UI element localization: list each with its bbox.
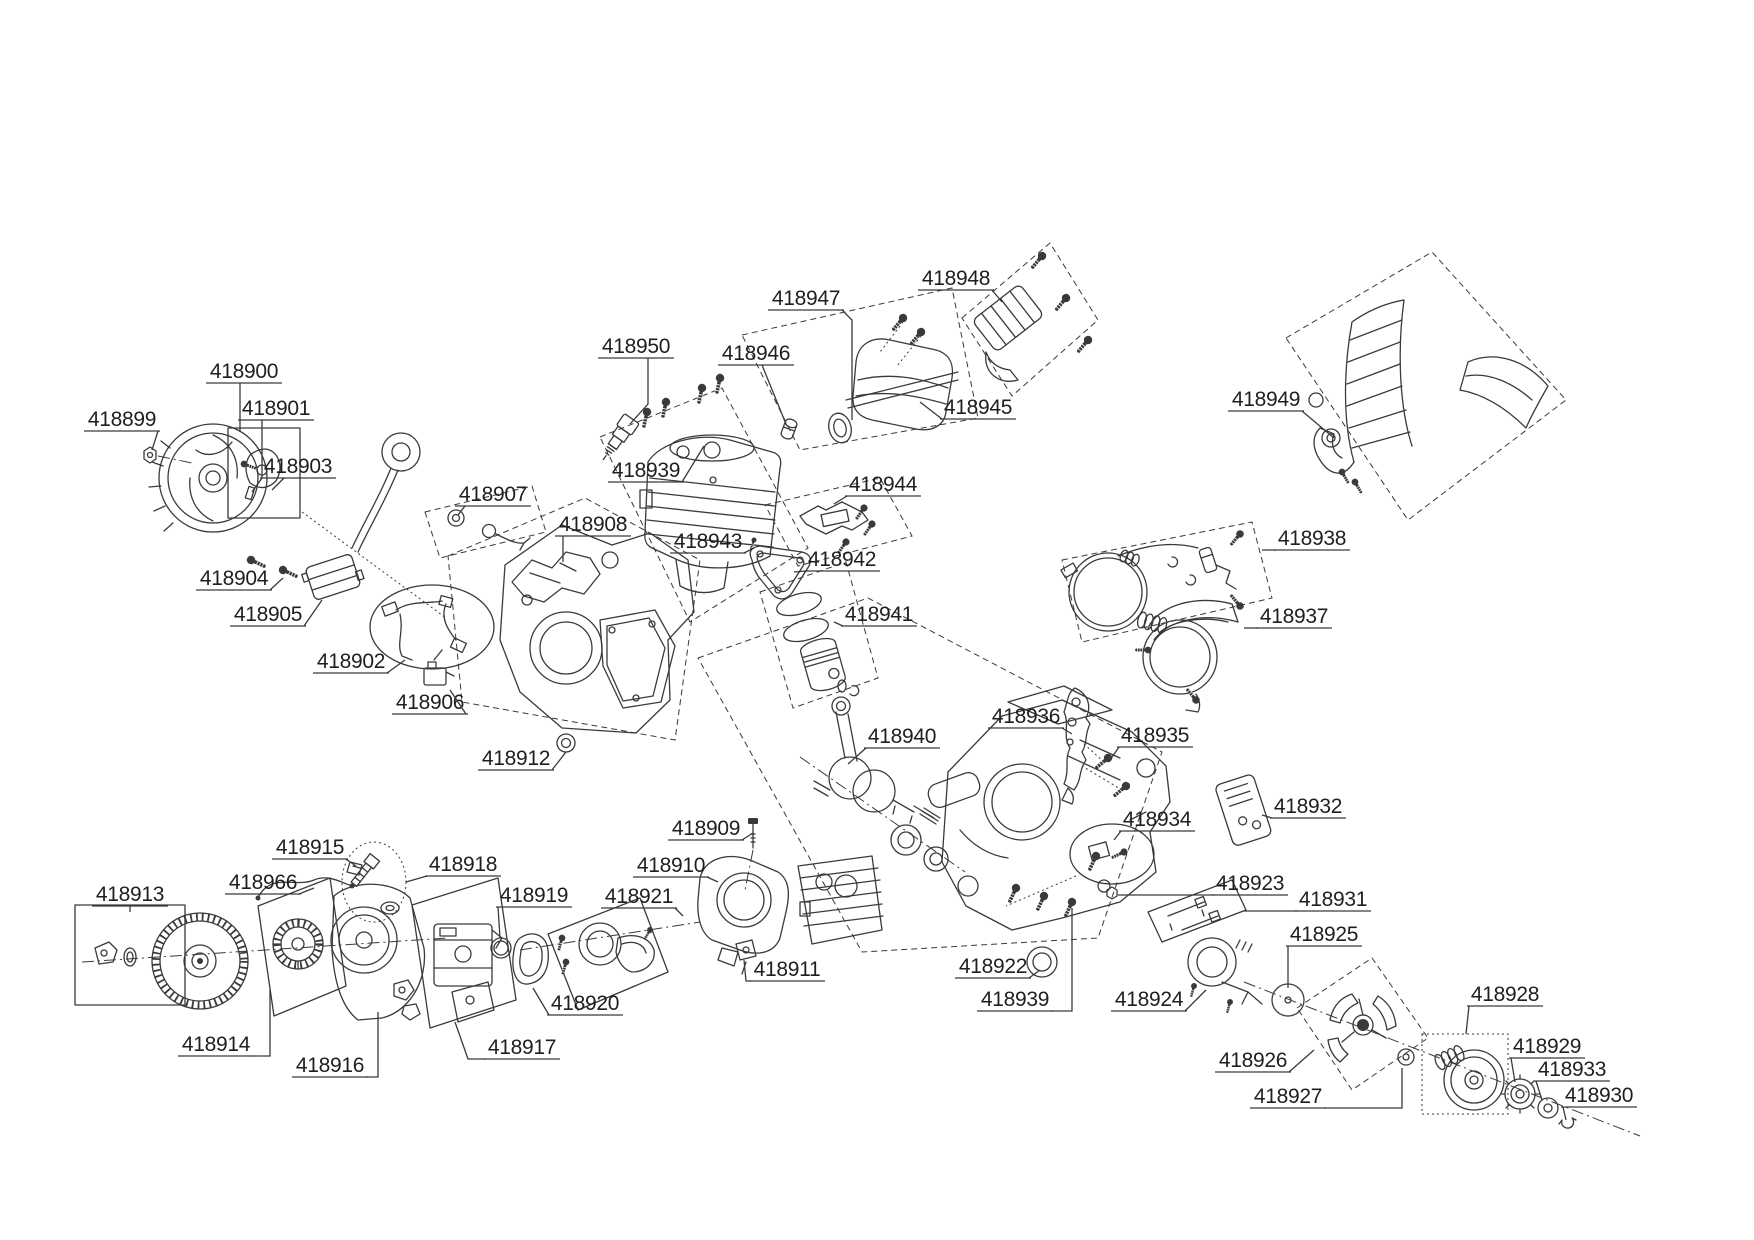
part-label-418926 [1215,1049,1314,1072]
leader-line [252,420,262,492]
part-label-418918 [406,853,501,882]
leader-line [744,548,754,553]
part-number-text: 418930 [1564,1084,1634,1107]
leader-line [1466,1006,1469,1034]
part-label-418940 [848,725,940,764]
leader-line [682,446,704,482]
part-number-text: 418927 [1253,1085,1323,1108]
leader-line [1062,728,1072,734]
crankshaft-drawing [800,697,965,872]
cylinder-top-drawing [600,373,808,622]
part-number-text: 418939 [980,988,1050,1011]
part-number-text: 418933 [1537,1058,1607,1081]
part-label-418937 [1244,605,1332,628]
leader-line [1302,411,1334,438]
leader-line [675,908,683,916]
leader-line [366,1012,378,1077]
part-label-418912 [478,747,566,770]
part-label-418935 [1110,724,1193,760]
part-number-text: 418937 [1259,605,1329,628]
part-label-418943 [670,530,754,553]
part-number-text: 418935 [1120,724,1190,747]
muffler-drawing [742,288,978,450]
piston-kit-drawing [760,562,878,708]
part-number-text: 418948 [921,267,991,290]
part-number-text: 418942 [807,548,877,571]
leader-line [152,431,158,450]
part-number-text: 418906 [395,691,465,714]
leader-line [1051,908,1072,1011]
part-number-text: 418950 [601,335,671,358]
airbox-cylinder-drawing [698,818,883,974]
leader-line [272,478,284,490]
part-number-text: 418940 [867,725,937,748]
part-label-418928 [1466,983,1543,1034]
part-number-text: 418925 [1289,923,1359,946]
part-label-418936 [988,705,1072,734]
part-label-418915 [272,836,356,866]
cable-kit-drawing [1061,522,1272,642]
part-number-text: 418934 [1122,808,1192,831]
part-number-text: 418900 [209,360,279,383]
part-label-418906 [392,690,468,714]
part-number-text: 418921 [604,885,674,908]
spark-arrestor-kit-drawing [962,243,1098,396]
part-number-text: 418913 [95,883,165,906]
part-label-418907 [455,483,531,515]
part-number-text: 418912 [481,747,551,770]
part-number-text: 418911 [753,958,821,981]
part-number-text: 418908 [558,513,628,536]
part-label-418946 [718,342,794,424]
part-number-text: 418926 [1218,1049,1288,1072]
part-number-text: 418922 [958,955,1028,978]
leader-line [552,752,566,770]
part-number-text: 418905 [233,603,303,626]
oil-pump-drawing [1188,938,1262,1014]
right-crankcase-drawing [698,598,1170,977]
part-number-text: 418932 [1273,795,1343,818]
part-number-text: 418909 [671,817,741,840]
part-number-text: 418907 [458,483,528,506]
part-number-text: 418902 [316,650,386,673]
part-label-418916 [292,1012,378,1077]
clutch-drawing [1272,958,1428,1090]
leader-line [762,365,786,424]
leader-line [1324,1068,1402,1108]
part-number-text: 418946 [721,342,791,365]
part-number-text: 418919 [499,884,569,907]
rear-handle-drawing [1135,593,1245,712]
part-number-text: 418944 [848,473,918,496]
leader-line [742,833,753,840]
top-handle-drawing [1286,252,1566,520]
part-number-text: 418931 [1298,888,1368,911]
part-number-text: 418941 [844,603,914,626]
part-label-418899 [84,408,160,450]
part-label-418930 [1561,1084,1637,1120]
part-number-text: 418936 [991,705,1061,728]
leader-line [304,600,322,626]
leader-line [498,907,500,938]
part-number-text: 418938 [1277,527,1347,550]
leader-line [270,578,283,590]
part-label-418942 [794,548,880,572]
part-number-text: 418903 [263,455,333,478]
part-label-418938 [1262,527,1350,550]
leader-line [920,402,942,419]
part-label-418905 [230,600,322,626]
part-label-418919 [496,884,572,938]
part-label-418941 [834,603,917,626]
part-number-text: 418943 [673,530,743,553]
leader-line [834,622,843,626]
part-number-text: 418910 [636,854,706,877]
part-label-418925 [1286,923,1362,988]
leader-line [406,876,427,882]
leader-line [794,571,806,572]
side-parts-drawing [1006,773,1272,942]
part-label-418917 [455,1022,560,1059]
part-number-text: 418920 [550,992,620,1015]
part-label-418948 [918,267,1002,302]
part-number-text: 418929 [1512,1035,1582,1058]
starter-drawing [75,842,448,1020]
leader-line [1185,990,1206,1011]
leader-line [455,1022,486,1059]
part-label-418909 [668,817,753,840]
leader-line [1511,1058,1515,1082]
part-label-418927 [1250,1068,1402,1108]
part-label-418911 [744,958,825,981]
part-label-418904 [196,567,283,590]
part-number-text: 418939 [611,459,681,482]
part-number-text: 418928 [1470,983,1540,1006]
leader-line [842,310,852,420]
leader-line [707,877,718,882]
leader-line [533,988,549,1015]
part-number-text: 418916 [295,1054,365,1077]
part-label-418913 [92,883,168,912]
part-label-418934 [1114,808,1195,840]
part-number-text: 418904 [199,567,269,590]
leader-line [1289,1050,1314,1072]
flywheel-ignition-drawing [144,424,446,618]
part-number-text: 418914 [181,1033,251,1056]
part-label-418945 [920,396,1016,419]
part-number-text: 418918 [428,853,498,876]
part-label-418902 [313,650,405,673]
leader-line [252,990,270,1056]
part-label-418944 [834,473,921,504]
part-number-text: 418924 [1114,988,1184,1011]
part-label-418921 [601,885,683,916]
leader-line [1114,831,1121,840]
part-number-text: 418923 [1215,872,1285,895]
part-number-text: 418901 [241,397,311,420]
part-number-text: 418899 [87,408,157,431]
leader-line [1563,1107,1566,1120]
part-label-418900 [206,360,282,432]
part-number-text: 418945 [943,396,1013,419]
part-number-text: 418915 [275,836,345,859]
part-number-text: 418949 [1231,388,1301,411]
part-number-text: 418947 [771,287,841,310]
part-number-text: 418966 [228,871,298,894]
leader-line [992,290,1002,302]
part-label-418920 [533,988,623,1015]
part-label-418932 [1262,795,1346,818]
part-number-text: 418917 [487,1036,557,1059]
